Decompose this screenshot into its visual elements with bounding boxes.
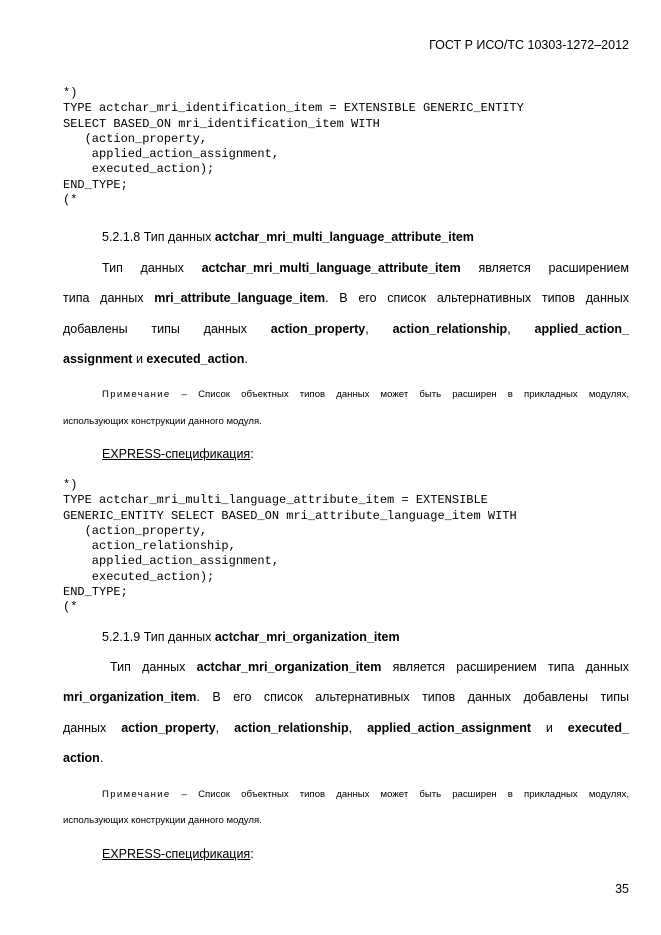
type-name: applied_action_ bbox=[534, 322, 629, 336]
text: . В его список альтернативных типов данных bbox=[325, 291, 630, 305]
type-name: executed_ bbox=[567, 721, 629, 735]
section-title-type-name: actchar_mri_organization_item bbox=[214, 630, 400, 644]
note-529-line-1 bbox=[102, 789, 629, 800]
text: : bbox=[250, 847, 254, 861]
text: , bbox=[365, 322, 369, 336]
paragraph-528-line-2 bbox=[63, 291, 629, 305]
type-name: action_property bbox=[270, 322, 366, 336]
note-text: – Список объектных типов данных может быть расширен в прикладных модулях, bbox=[181, 389, 629, 400]
note-text: – Список объектных типов данных может быть расширен в прикладных модулях, bbox=[181, 789, 629, 800]
section-heading-5-2-1-9 bbox=[102, 630, 400, 644]
text: Тип данных bbox=[102, 261, 184, 275]
text: является расширением bbox=[478, 261, 629, 275]
type-name: action_relationship bbox=[392, 322, 508, 336]
text: добавлены типы данных bbox=[63, 322, 247, 336]
express-code-block-2: *) TYPE actchar_mri_multi_language_attribute_item = EXTENSIBLE GENERIC_ENTITY SELECT BASED_ON mri_attribute_language_item WITH (action_property, action_relationship, applied_action_assignment, executed_action); END_TYPE; (* bbox=[63, 478, 517, 615]
paragraph-529-line-3 bbox=[63, 721, 629, 735]
express-code-block-1: *) TYPE actchar_mri_identification_item = EXTENSIBLE GENERIC_ENTITY SELECT BASED_ON mri_identification_item WITH (action_property, applied_action_assignment, executed_action); END_TYPE; (* bbox=[63, 86, 524, 208]
type-name: actchar_mri_multi_language_attribute_item bbox=[201, 261, 461, 275]
paragraph-529-line-1 bbox=[110, 660, 629, 674]
note-528-line-2: использующих конструкции данного модуля. bbox=[63, 416, 262, 427]
text: , bbox=[215, 721, 220, 735]
paragraph-529-line-2 bbox=[63, 690, 629, 704]
note-528-line-1 bbox=[102, 389, 629, 400]
section-number: 5.2.1.8 bbox=[102, 230, 141, 244]
paragraph-529-line-4 bbox=[63, 751, 629, 765]
paragraph-528-line-1 bbox=[102, 261, 629, 275]
express-spec-label-528 bbox=[102, 447, 254, 461]
type-name: action_property bbox=[121, 721, 216, 735]
type-name: action bbox=[63, 751, 100, 765]
type-name: action_relationship bbox=[234, 721, 349, 735]
note-label: Примечание bbox=[102, 389, 171, 400]
section-heading-5-2-1-8 bbox=[102, 230, 474, 244]
section-title-type-name: actchar_mri_multi_language_attribute_item bbox=[214, 230, 474, 244]
type-name: executed_action bbox=[146, 352, 245, 366]
express-spec-link: EXPRESS-спецификация bbox=[102, 447, 251, 461]
section-title-prefix: Тип данных bbox=[143, 630, 212, 644]
type-name: mri_attribute_language_item bbox=[154, 291, 326, 305]
note-label: Примечание bbox=[102, 789, 171, 800]
text: , bbox=[507, 322, 511, 336]
type-name: mri_organization_item bbox=[63, 690, 197, 704]
text: : bbox=[250, 447, 254, 461]
paragraph-528-line-4 bbox=[63, 352, 629, 366]
type-name: applied_action_assignment bbox=[367, 721, 531, 735]
text: является расширением типа данных bbox=[392, 660, 629, 674]
section-number: 5.2.1.9 bbox=[102, 630, 141, 644]
text: и bbox=[545, 721, 553, 735]
text: . bbox=[99, 751, 104, 765]
express-spec-label-529 bbox=[102, 847, 254, 861]
section-title-prefix: Тип данных bbox=[143, 230, 212, 244]
page-number: 35 bbox=[615, 882, 629, 896]
text: . В его список альтернативных типов данных добавлены типы bbox=[196, 690, 629, 704]
type-name: assignment bbox=[63, 352, 133, 366]
type-name: actchar_mri_organization_item bbox=[196, 660, 382, 674]
text: данных bbox=[63, 721, 107, 735]
text: , bbox=[348, 721, 353, 735]
text: и bbox=[135, 352, 143, 366]
express-spec-link: EXPRESS-спецификация bbox=[102, 847, 251, 861]
text: . bbox=[244, 352, 248, 366]
text: Тип данных bbox=[110, 660, 186, 674]
page-header-standard: ГОСТ Р ИСО/ТС 10303-1272–2012 bbox=[429, 38, 629, 52]
note-529-line-2: использующих конструкции данного модуля. bbox=[63, 815, 262, 826]
text: типа данных bbox=[63, 291, 144, 305]
paragraph-528-line-3 bbox=[63, 322, 629, 336]
